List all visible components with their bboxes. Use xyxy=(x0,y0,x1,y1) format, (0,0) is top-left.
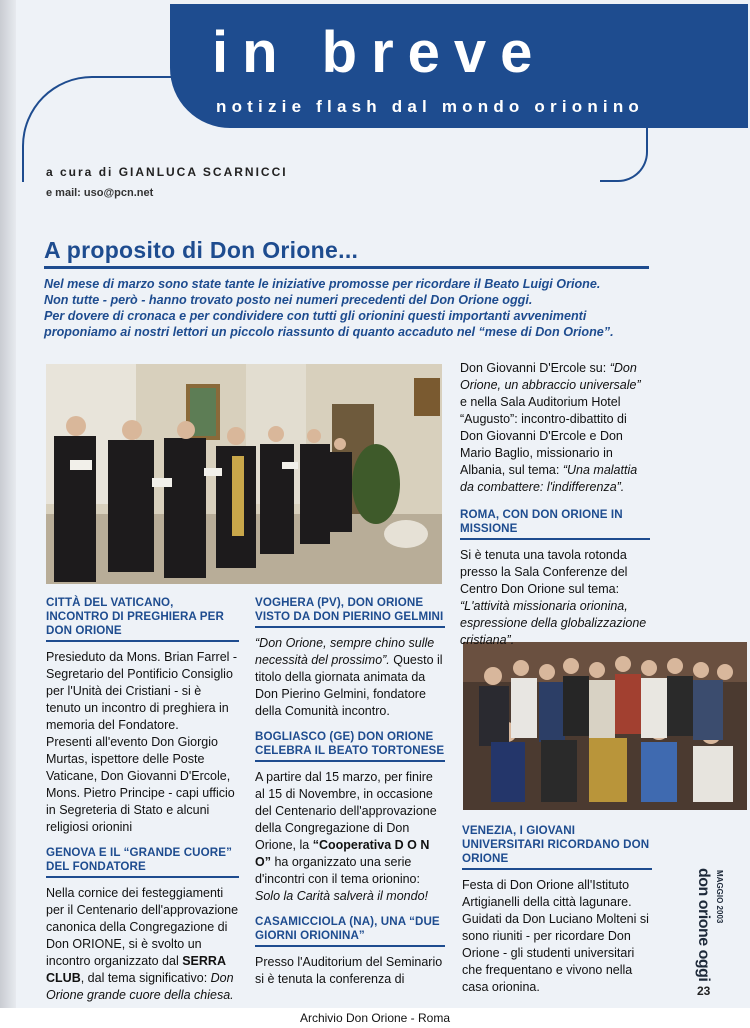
section-text xyxy=(255,635,445,720)
intro-line: Nel mese di marzo sono state tante le iniziative promosse per ricordare il Beato Luigi Orione. xyxy=(44,277,601,291)
section-text-italic: “Una malattia da combattere: l'indifferenza”. xyxy=(460,463,638,494)
article-headline: A proposito di Don Orione... xyxy=(44,237,359,263)
section-text: Festa di Don Orione all'Istituto Artigianelli della città lagunare. Guidati da Don Luciano Molteni si sono riuniti - per ricordare Don Orione - gli studenti universitari che frequentano e vivono nella casa orionina. xyxy=(462,878,649,994)
magazine-name: don orione oggi xyxy=(695,868,712,982)
photo-prayer-meeting xyxy=(46,364,442,584)
section-text-span: Don Giovanni D'Ercole su: xyxy=(460,361,607,375)
section-text xyxy=(460,547,650,649)
section-text: Presieduto da Mons. Brian Farrel - Segretario del Pontificio Consiglio per l'Unità dei Cristiani - si è tenuto un incontro di preghiera in memoria del Fondatore. xyxy=(46,650,238,732)
section-heading: VENEZIA, I GIOVANI UNIVERSITARI RICORDANO DON ORIONE xyxy=(462,824,652,870)
section-heading: BOGLIASCO (GE) DON ORIONE CELEBRA IL BEATO TORTONESE xyxy=(255,730,445,762)
section-text-italic: “Don Orione, sempre chino sulle necessità del prossimo”. xyxy=(255,636,435,667)
headline-rule xyxy=(44,266,649,269)
section-text-italic: Don Orione grande cuore della chiesa. xyxy=(46,971,234,1002)
section-title: in breve xyxy=(212,20,547,85)
column-3-top xyxy=(460,360,650,649)
section-text-span: A partire dal 15 marzo, per finire al 15 di Novembre, in occasione del Centenario dell'approvazione della Congregazione di Don Orione, la xyxy=(255,770,437,852)
column-1 xyxy=(46,596,239,1004)
intro-line: Per dovere di cronaca e per condividere con tutti gli orionini questi importanti avvenimenti proponiamo ai nostri lettori un piccolo riassunto di quanto accaduto nel “mese di Don Orione”. xyxy=(44,309,614,339)
section-text-span: , dal tema significativo: xyxy=(80,971,208,985)
section-subtitle: notizie flash dal mondo orionino xyxy=(216,97,644,116)
archive-footer: Archivio Don Orione - Roma xyxy=(299,1011,451,1025)
author-email: e mail: uso@pcn.net xyxy=(46,187,154,199)
section-heading: CASAMICCIOLA (NA), UNA “DUE GIORNI ORIONINA” xyxy=(255,915,445,947)
section-text-italic: Solo la Carità salverà il mondo! xyxy=(255,889,428,903)
magazine-tag xyxy=(693,866,724,982)
section-text-span: ha organizzato una serie d'incontri con il tema orionino: xyxy=(255,855,420,886)
column-3-bottom xyxy=(462,824,652,996)
section-heading: CITTÀ DEL VATICANO, INCONTRO DI PREGHIERA PER DON ORIONE xyxy=(46,596,239,642)
section-text-span: e nella Sala Auditorium Hotel “Augusto”: incontro-dibattito di Don Giovanni D'Ercole e Don Mario Baglio, missionario in Albania, sul tema: xyxy=(460,395,627,477)
photo-students-group xyxy=(463,642,747,810)
section-text: Presso l'Auditorium del Seminario si è tenuta la conferenza di xyxy=(255,955,443,986)
section-text-italic: “Don Orione, un abbraccio universale” xyxy=(460,361,641,392)
scan-edge xyxy=(0,0,16,1028)
section-text-span: Si è tenuta una tavola rotonda presso la Sala Conferenze del Centro Don Orione sul tema: xyxy=(460,548,628,596)
section-text-span: Questo il titolo della giornata animata da Don Pierino Gelmini, fondatore della Comunità incontro. xyxy=(255,653,443,718)
article-intro xyxy=(44,276,654,340)
intro-line: Non tutte - però - hanno trovato posto nei numeri precedenti del Don Orione oggi. xyxy=(44,293,533,307)
section-text xyxy=(46,885,239,1004)
section-text xyxy=(255,769,445,905)
section-text: Presenti all'evento Don Giorgio Murtas, ispettore delle Poste Vaticane, Don Giovanni D'Ercole, Mons. Pietro Principe - capi ufficio in Segreteria di Stato e alcuni religiosi orionini xyxy=(46,735,235,834)
section-text-span: Nella cornice dei festeggiamenti per il Centenario dell'approvazione canonica della Congregazione di Don ORIONE, si è svolto un incontro organizzato dal xyxy=(46,886,239,968)
section-text-italic: “L'attività missionaria orionina, espressione della globalizzazione cristiana”. xyxy=(460,599,647,647)
section-heading: ROMA, CON DON ORIONE IN MISSIONE xyxy=(460,508,650,540)
section-heading: VOGHERA (PV), DON ORIONE VISTO DA DON PIERINO GELMINI xyxy=(255,596,445,628)
section-text xyxy=(460,360,650,496)
section-heading: GENOVA E IL “GRANDE CUORE” DEL FONDATORE xyxy=(46,846,239,878)
byline: a cura di GIANLUCA SCARNICCI xyxy=(46,165,288,179)
magazine-issue: MAGGIO 2003 xyxy=(715,870,724,924)
section-text-bold: SERRA CLUB xyxy=(46,954,226,985)
page-number: 23 xyxy=(697,984,711,998)
section-text-bold: “Cooperativa D O N O” xyxy=(255,838,430,869)
column-2 xyxy=(255,596,445,988)
